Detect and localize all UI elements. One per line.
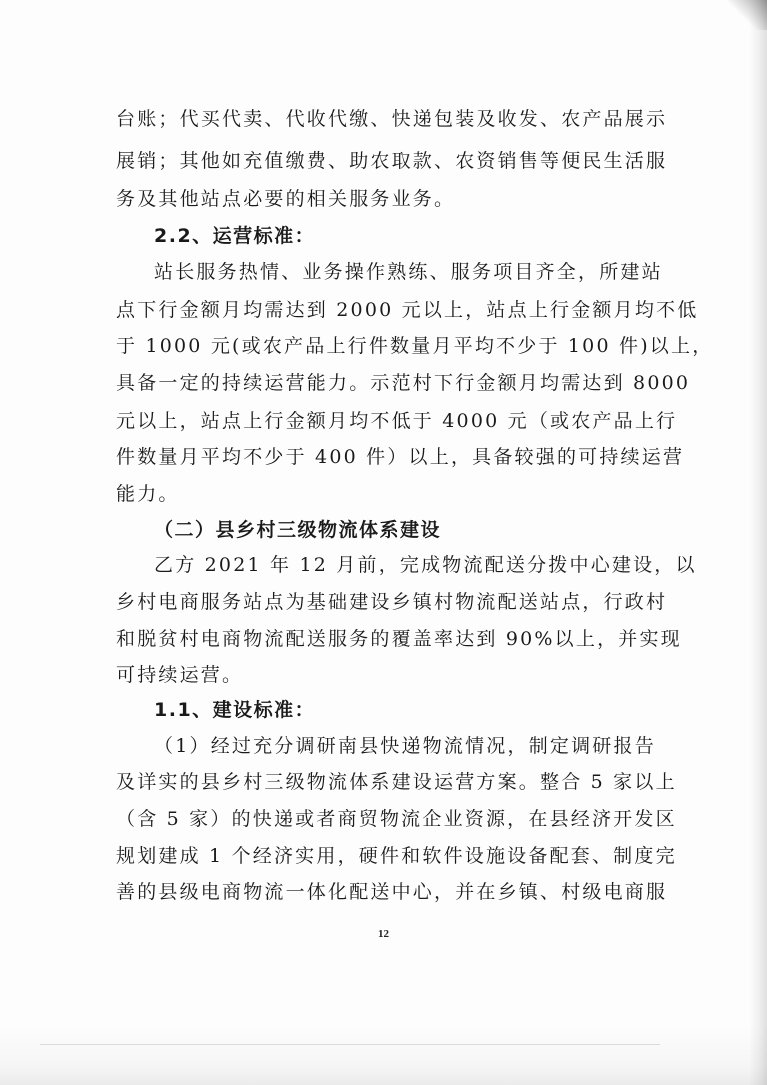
paragraph-line: 站长服务热情、业务操作熟练、服务项目齐全，所建站 [154, 261, 663, 283]
paragraph-line: 具备一定的持续运营能力。示范村下行金额月均需达到 8000 [116, 372, 691, 394]
paragraph-line: 善的县级电商物流一体化配送中心，并在乡镇、村级电商服 [116, 881, 668, 903]
scan-edge-shadow [749, 0, 767, 1085]
scan-bottom-line [40, 1044, 660, 1045]
section-heading: 2.2、运营标准： [154, 225, 316, 247]
paragraph-line: 乡村电商服务站点为基础建设乡镇村物流配送站点，行政村 [116, 591, 668, 613]
section-heading: 1.1、建设标准： [154, 699, 316, 721]
page-number: 12 [378, 928, 389, 940]
paragraph-line: 元以上，站点上行金额月均不低于 4000 元（或农产品上行 [116, 410, 678, 432]
paragraph-line: 件数量月平均不少于 400 件）以上，具备较强的可持续运营 [116, 446, 685, 468]
paragraph-line: 展销；其他如充值缴费、助农取款、农资销售等便民生活服 [116, 150, 668, 172]
paragraph-line: 及详实的县乡村三级物流体系建设运营方案。整合 5 家以上 [116, 771, 677, 793]
paragraph-line: 务及其他站点必要的相关服务业务。 [116, 188, 456, 210]
section-heading: （二）县乡村三级物流体系建设 [154, 519, 442, 541]
paragraph-line: （含 5 家）的快递或者商贸物流企业资源，在县经济开发区 [116, 808, 677, 830]
paragraph-line: 台账；代买代卖、代收代缴、快递包装及收发、农产品展示 [116, 108, 668, 130]
paragraph-line: 点下行金额月均需达到 2000 元以上，站点上行金额月均不低 [116, 299, 699, 321]
paragraph-line: （1）经过充分调研南县快递物流情况，制定调研报告 [154, 735, 656, 757]
paragraph-line: 乙方 2021 年 12 月前，完成物流配送分拨中心建设，以 [154, 554, 697, 576]
paragraph-line: 和脱贫村电商物流配送服务的覆盖率达到 90%以上，并实现 [116, 628, 682, 650]
paragraph-line: 规划建成 1 个经济实用，硬件和软件设施设备配套、制度完 [116, 845, 677, 867]
scan-bottom-shadow [0, 1025, 767, 1085]
paragraph-line: 可持续运营。 [116, 664, 244, 686]
paragraph-line: 于 1000 元(或农产品上行件数量月平均不少于 100 件)以上， [116, 335, 714, 357]
scan-corner-shadow [727, 0, 767, 30]
paragraph-line: 能力。 [116, 483, 180, 505]
